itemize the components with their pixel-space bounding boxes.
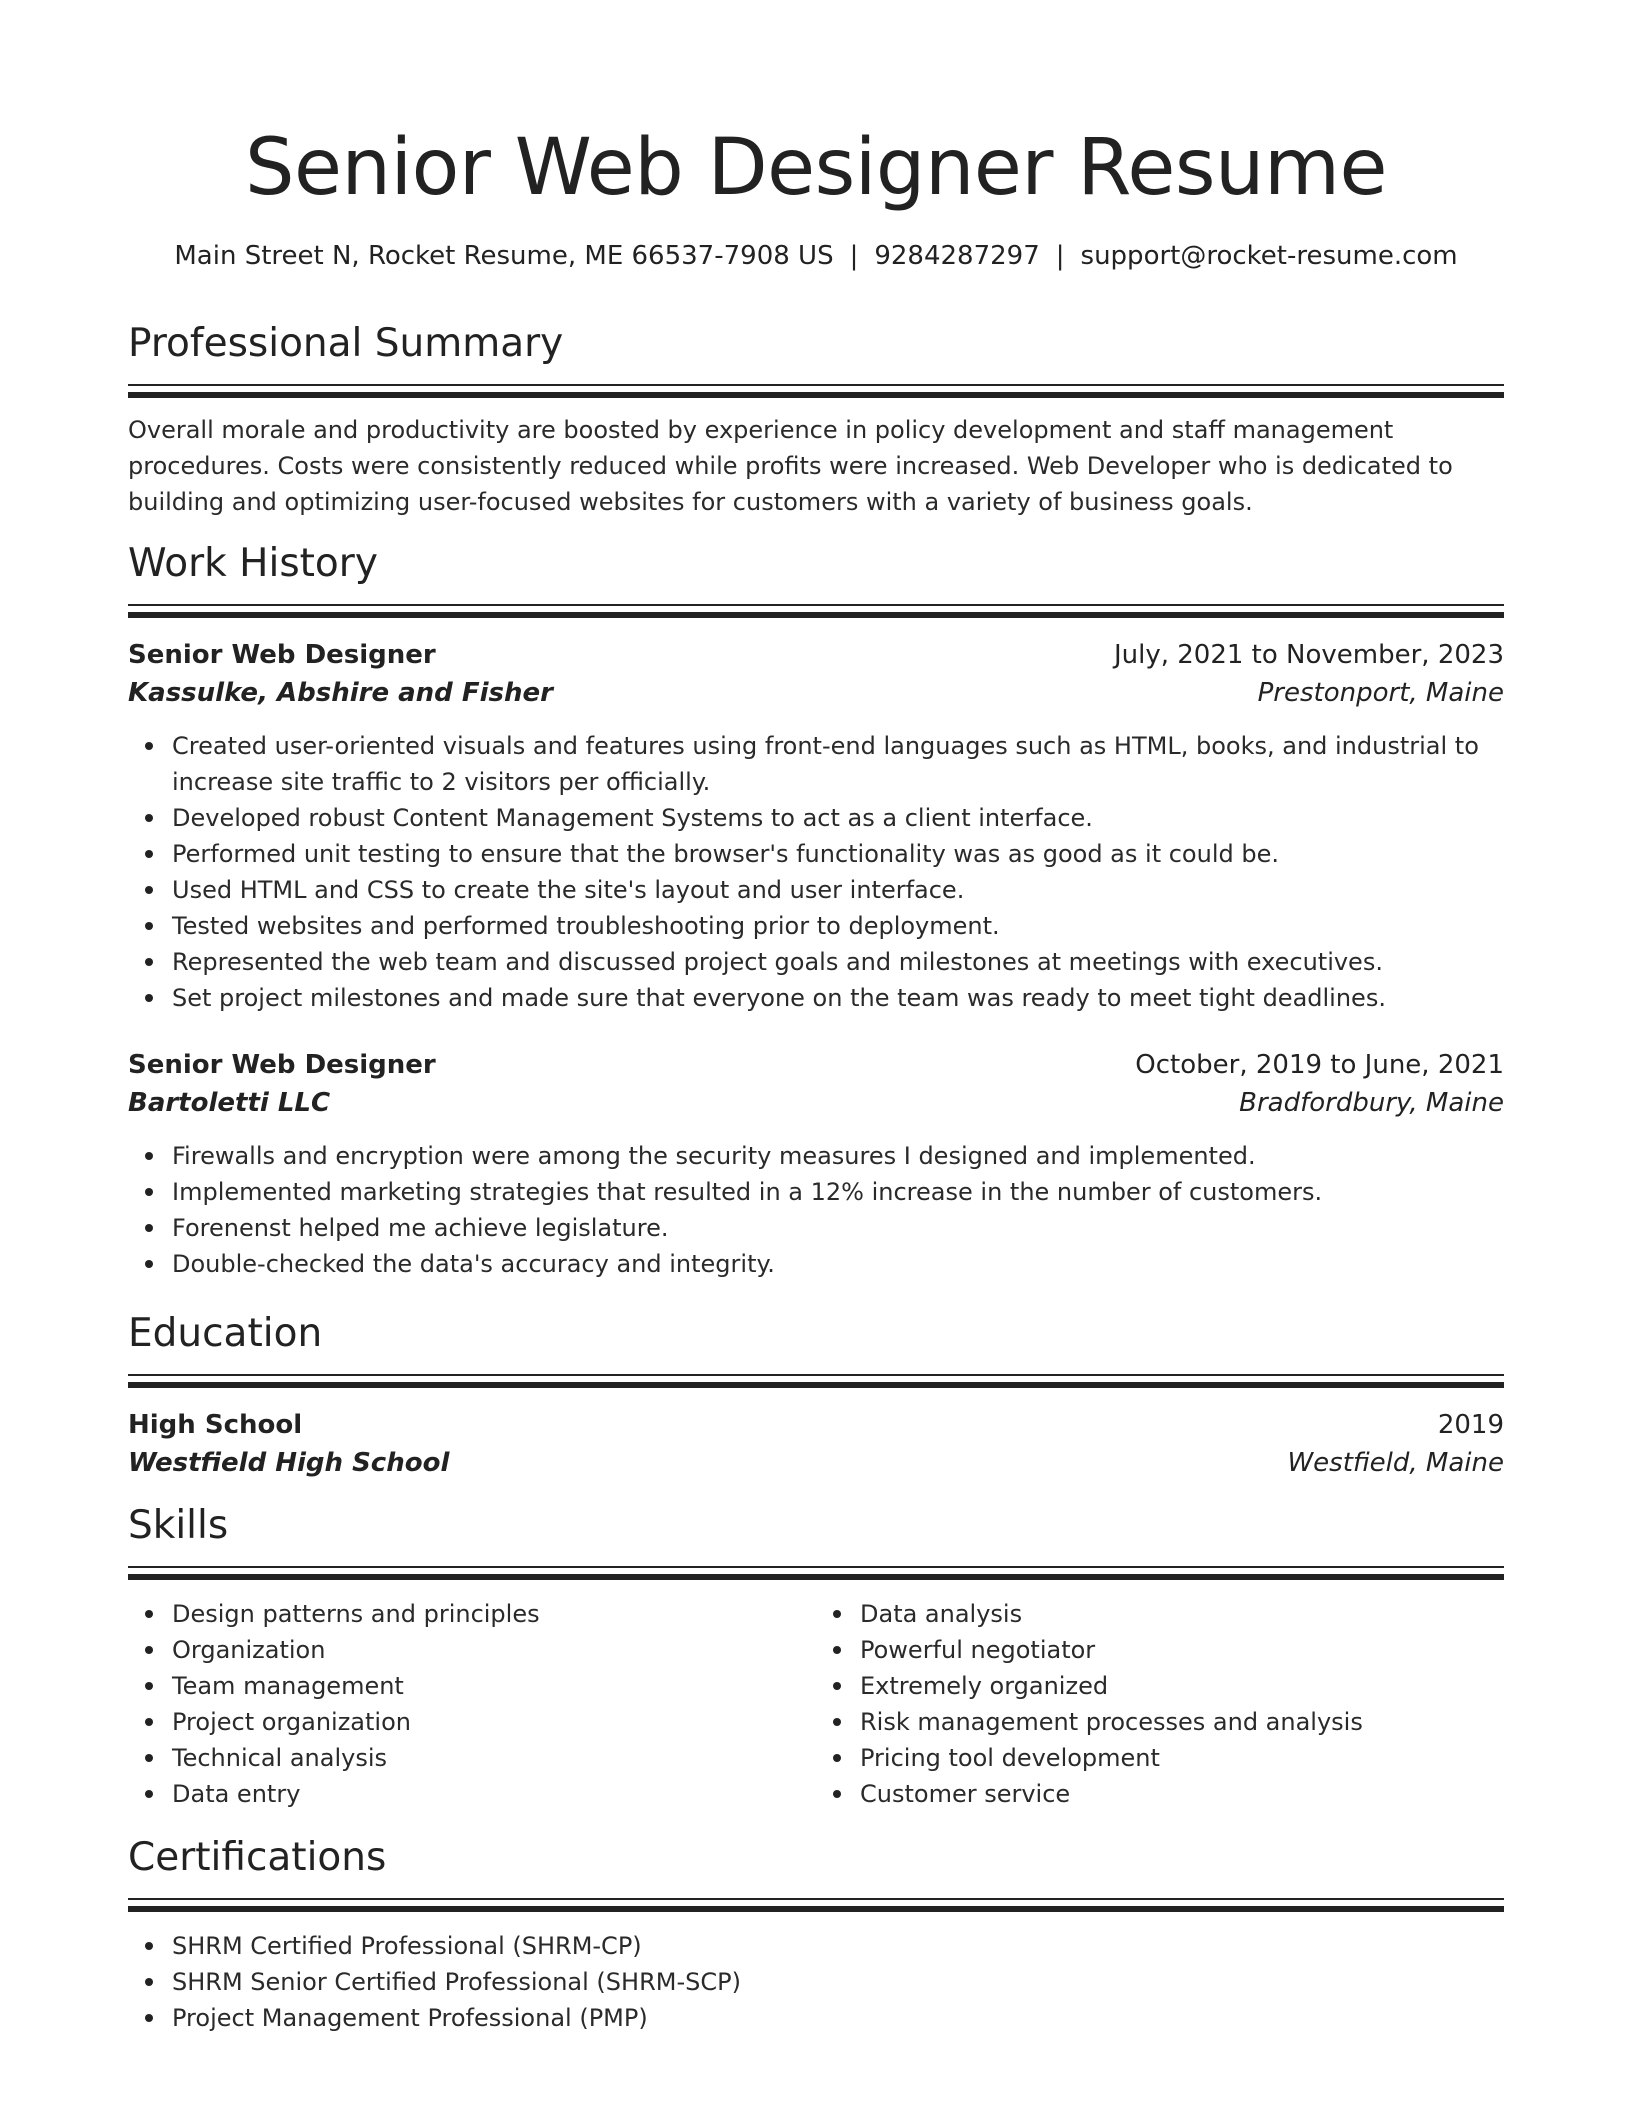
education-location: Westfield, Maine <box>1287 1448 1504 1478</box>
list-item: Customer service <box>860 1776 1504 1812</box>
certifications-heading: Certifications <box>128 1835 387 1880</box>
job-dates: October, 2019 to June, 2021 <box>1135 1050 1504 1080</box>
job-bullets <box>128 728 1504 1016</box>
list-item: Extremely organized <box>860 1668 1504 1704</box>
summary-section <box>128 318 1504 520</box>
job-location: Bradfordbury, Maine <box>1239 1088 1504 1118</box>
list-item: Firewalls and encryption were among the security measures I designed and implemented. <box>172 1138 1504 1174</box>
job-dates: July, 2021 to November, 2023 <box>1113 640 1504 670</box>
job-bullets <box>128 1138 1504 1282</box>
heading-rule-thin <box>128 604 1504 606</box>
list-item: Project organization <box>172 1704 816 1740</box>
list-item: Forenenst helped me achieve legislature. <box>172 1210 1504 1246</box>
heading-rule-thin <box>128 384 1504 386</box>
job-company: Kassulke, Abshire and Fisher <box>128 678 553 708</box>
list-item: Developed robust Content Management Systems to act as a client interface. <box>172 800 1504 836</box>
education-degree: High School <box>128 1410 303 1440</box>
list-item: SHRM Senior Certified Professional (SHRM-SCP) <box>172 1964 1504 2000</box>
list-item: Data analysis <box>860 1596 1504 1632</box>
education-heading: Education <box>128 1311 323 1356</box>
work-history-section <box>128 538 1504 1282</box>
skills-section <box>128 1500 1504 1812</box>
list-item: Represented the web team and discussed project goals and milestones at meetings with executives. <box>172 944 1504 980</box>
heading-rule-thick <box>128 612 1504 618</box>
contact-address: Main Street N, Rocket Resume, ME 66537-7908 US <box>174 241 834 271</box>
list-item: Used HTML and CSS to create the site's layout and user interface. <box>172 872 1504 908</box>
list-item: Tested websites and performed troubleshooting prior to deployment. <box>172 908 1504 944</box>
list-item: Technical analysis <box>172 1740 816 1776</box>
skills-list-left <box>128 1596 816 1812</box>
contact-separator: | <box>1055 241 1065 271</box>
list-item: Organization <box>172 1632 816 1668</box>
education-school: Westfield High School <box>128 1448 450 1478</box>
contact-phone: 9284287297 <box>874 241 1040 271</box>
list-item: Set project milestones and made sure that everyone on the team was ready to meet tight deadlines. <box>172 980 1504 1016</box>
job-company: Bartoletti LLC <box>128 1088 331 1118</box>
work-history-heading: Work History <box>128 541 378 586</box>
contact-line <box>128 238 1504 274</box>
list-item: SHRM Certified Professional (SHRM-CP) <box>172 1928 1504 1964</box>
heading-rule-thin <box>128 1566 1504 1568</box>
job-entry <box>128 636 1504 1016</box>
certifications-section <box>128 1832 1504 2036</box>
contact-email: support@rocket-resume.com <box>1080 241 1458 271</box>
job-title: Senior Web Designer <box>128 640 436 670</box>
job-title: Senior Web Designer <box>128 1050 436 1080</box>
summary-heading: Professional Summary <box>128 321 564 366</box>
list-item: Data entry <box>172 1776 816 1812</box>
list-item: Implemented marketing strategies that resulted in a 12% increase in the number of customers. <box>172 1174 1504 1210</box>
list-item: Pricing tool development <box>860 1740 1504 1776</box>
summary-text: Overall morale and productivity are boosted by experience in policy development and staff management procedures. Costs were consistently reduced while profits were increased. Web Developer who is dedicated to building and optimizing user-focused websites for customers with a variety of business goals. <box>128 416 1453 516</box>
skills-heading: Skills <box>128 1503 229 1548</box>
heading-rule-thick <box>128 1382 1504 1388</box>
list-item: Double-checked the data's accuracy and integrity. <box>172 1246 1504 1282</box>
contact-separator: | <box>849 241 859 271</box>
skills-list-right <box>816 1596 1504 1812</box>
job-location: Prestonport, Maine <box>1257 678 1504 708</box>
education-section <box>128 1308 1504 1482</box>
list-item: Design patterns and principles <box>172 1596 816 1632</box>
heading-rule-thin <box>128 1898 1504 1900</box>
resume-title: Senior Web Designer Resume <box>245 123 1387 213</box>
list-item: Project Management Professional (PMP) <box>172 2000 1504 2036</box>
education-year: 2019 <box>1437 1410 1504 1440</box>
list-item: Powerful negotiator <box>860 1632 1504 1668</box>
heading-rule-thin <box>128 1374 1504 1376</box>
list-item: Risk management processes and analysis <box>860 1704 1504 1740</box>
list-item: Performed unit testing to ensure that the browser's functionality was as good as it could be. <box>172 836 1504 872</box>
heading-rule-thick <box>128 1906 1504 1912</box>
list-item: Created user-oriented visuals and features using front-end languages such as HTML, books, and industrial to increase site traffic to 2 visitors per officially. <box>172 728 1504 800</box>
certifications-list <box>128 1928 1504 2036</box>
list-item: Team management <box>172 1668 816 1704</box>
job-entry <box>128 1046 1504 1282</box>
heading-rule-thick <box>128 392 1504 398</box>
